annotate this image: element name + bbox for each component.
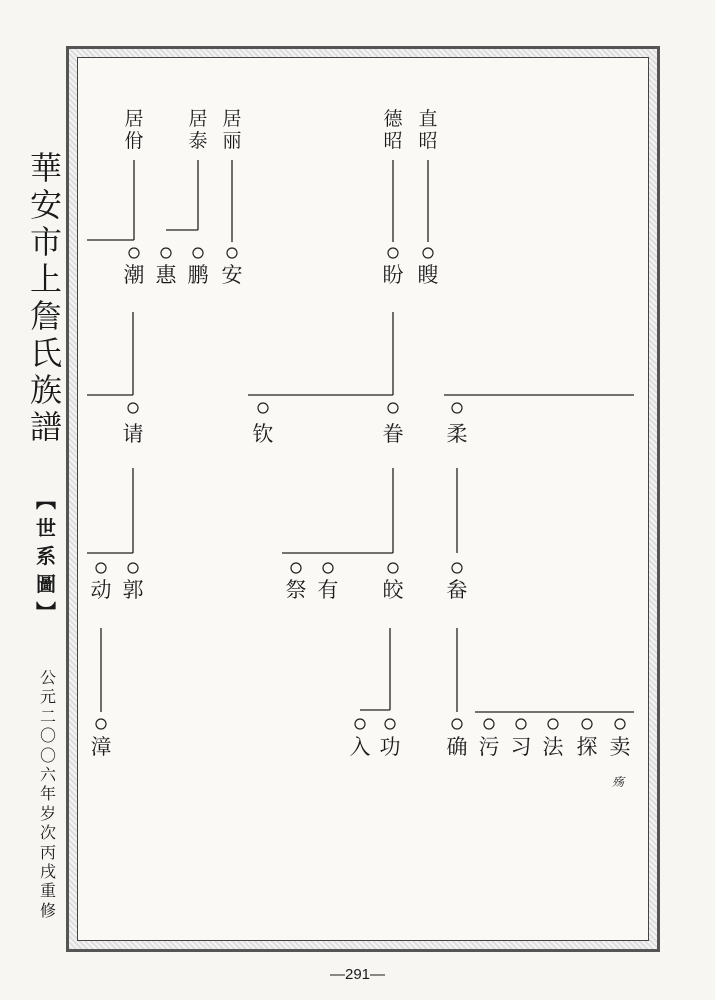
person-peng: 鹏 — [187, 263, 209, 287]
alias-zhi-zhao-text: 直 昭 — [418, 108, 438, 152]
person-ru: 入 — [349, 735, 371, 759]
person-guo: 郭 — [122, 578, 144, 602]
alias-ju-li — [220, 108, 244, 152]
alias-ju-li-text: 居 丽 — [222, 108, 242, 152]
person-rou: 柔 — [446, 422, 468, 446]
alias-de-zhao-text: 德 昭 — [383, 108, 403, 152]
person-qin: 钦 — [252, 422, 274, 446]
alias-ju-tai — [186, 108, 210, 152]
alias-ju-yi — [122, 108, 146, 152]
page-number: —291— — [329, 966, 386, 983]
person-qing: 请 — [122, 422, 144, 446]
person-sou: 瞍 — [417, 263, 439, 287]
alias-ju-tai-text: 居 泰 — [188, 108, 208, 152]
person-mai: 卖 — [609, 735, 631, 759]
person-hui: 惠 — [155, 263, 177, 287]
section-label: ︻ 世 系 圖 ︼ — [36, 488, 56, 624]
book-title: 華 安 市 上 詹 氏 族 譜 — [29, 149, 62, 446]
alias-ju-yi-char1: 居 佾 — [124, 108, 144, 152]
person-chao: 潮 — [123, 263, 145, 287]
person-juan: 眷 — [382, 422, 404, 446]
revision-date: 公 元 二 〇 〇 六 年 岁 次 丙 戌 重 修 — [39, 668, 56, 920]
person-wu: 污 — [478, 735, 500, 759]
person-ji: 祭 — [285, 578, 307, 602]
person-gong: 功 — [379, 735, 401, 759]
person-jiao: 皎 — [382, 578, 404, 602]
person-xi: 习 — [510, 735, 532, 759]
alias-zhi-zhao — [416, 108, 440, 152]
person-dong: 动 — [90, 578, 112, 602]
person-ben: 畚 — [446, 578, 468, 602]
person-que: 确 — [446, 735, 468, 759]
alias-de-zhao — [381, 108, 405, 152]
person-fa: 法 — [542, 735, 564, 759]
person-zhang: 漳 — [90, 735, 112, 759]
person-you: 有 — [317, 578, 339, 602]
died-young-note: 殇 — [612, 775, 625, 789]
person-an: 安 — [221, 263, 243, 287]
person-tan: 探 — [576, 735, 598, 759]
person-pan: 盼 — [382, 263, 404, 287]
